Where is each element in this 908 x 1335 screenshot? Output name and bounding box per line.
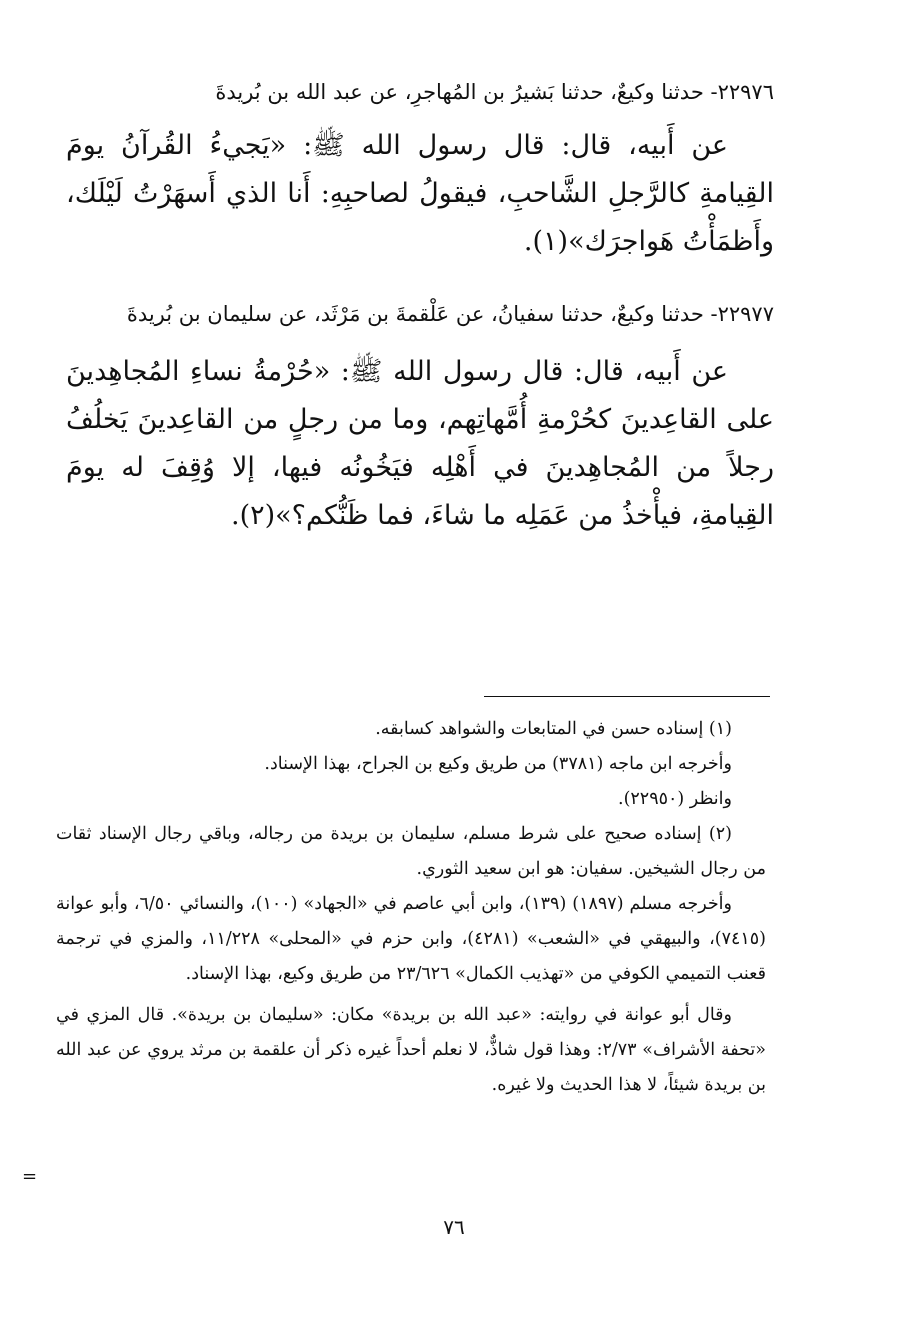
hadith-22977-isnad: ٢٢٩٧٧- حدثنا وكيعٌ، حدثنا سفيانُ، عن عَلْقمةَ بن مَرْثَد، عن سليمان بن بُريدةَ <box>126 302 774 326</box>
footnote-2-note: وقال أبو عوانة في روايته: «عبد الله بن بريدة» مكان: «سليمان بن بريدة». قال المزي في «تحفة الأشراف» ٢/٧٣: وهذا قول شاذٌّ، لا نعلم أحداً غيره ذكر أن علقمة بن مرثد يروي عن عبد الله بن بريدة شيئاً، لا هذا الحديث ولا غيره. <box>56 1005 766 1095</box>
footnote-2-takhrij: وأخرجه مسلم (١٨٩٧) (١٣٩)، وابن أبي عاصم في «الجهاد» (١٠٠)، والنسائي ٦/٥٠، وأبو عوانة (٧٤١٥)، والبيهقي في «الشعب» (٤٢٨١)، وابن حزم في «المحلى» ١١/٢٢٨، والمزي في ترجمة قعنب التميمي الكوفي من «تهذيب الكمال» ٢٣/٦٢٦ من طريق وكيع، بهذا الإسناد. <box>56 894 766 984</box>
footnotes <box>56 712 766 1103</box>
hadith-22976-isnad: ٢٢٩٧٦- حدثنا وكيعٌ، حدثنا بَشيرُ بن المُهاجرِ، عن عبد الله بن بُريدةَ <box>215 80 774 104</box>
page-number: ٧٦ <box>443 1215 465 1239</box>
footnote-1-grading: (١) إسناده حسن في المتابعات والشواهد كسابقه. <box>375 719 732 739</box>
footnote-1-see-also: وانظر (٢٢٩٥٠). <box>618 789 732 809</box>
main-text <box>66 72 774 540</box>
hadith-22976-matn: عن أَبيه، قال: قال رسول الله ﷺ: «يَجيءُ القُرآنُ يومَ القِيامةِ كالرَّجلِ الشَّاحبِ، فيقولُ لصاحبِهِ: أَنا الذي أَسهَرْتُ لَيْلَك، وأَظمَأْتُ هَواجرَك»(١). <box>66 130 774 257</box>
hadith-22977-matn: عن أَبيه، قال: قال رسول الله ﷺ: «حُرْمةُ نساءِ المُجاهِدينَ على القاعِدينَ كحُرْمةِ أُمَّهاتِهم، وما من رجلٍ من القاعِدينَ يَخلُفُ رجلاً من المُجاهِدينَ في أَهْلِه فيَخُونُه فيها، إلا وُقِفَ له يومَ القِيامةِ، فيأْخذُ من عَمَلِه ما شاءَ، فما ظَنُّكم؟»(٢). <box>66 356 774 531</box>
continuation-mark: = <box>22 1166 38 1187</box>
footnote-2-grading: (٢) إسناده صحيح على شرط مسلم، سليمان بن بريدة من رجاله، وباقي رجال الإسناد ثقات من رجال الشيخين. سفيان: هو ابن سعيد الثوري. <box>56 824 766 879</box>
footnote-1-takhrij: وأخرجه ابن ماجه (٣٧٨١) من طريق وكيع بن الجراح، بهذا الإسناد. <box>264 754 732 774</box>
footnote-separator <box>484 696 770 697</box>
